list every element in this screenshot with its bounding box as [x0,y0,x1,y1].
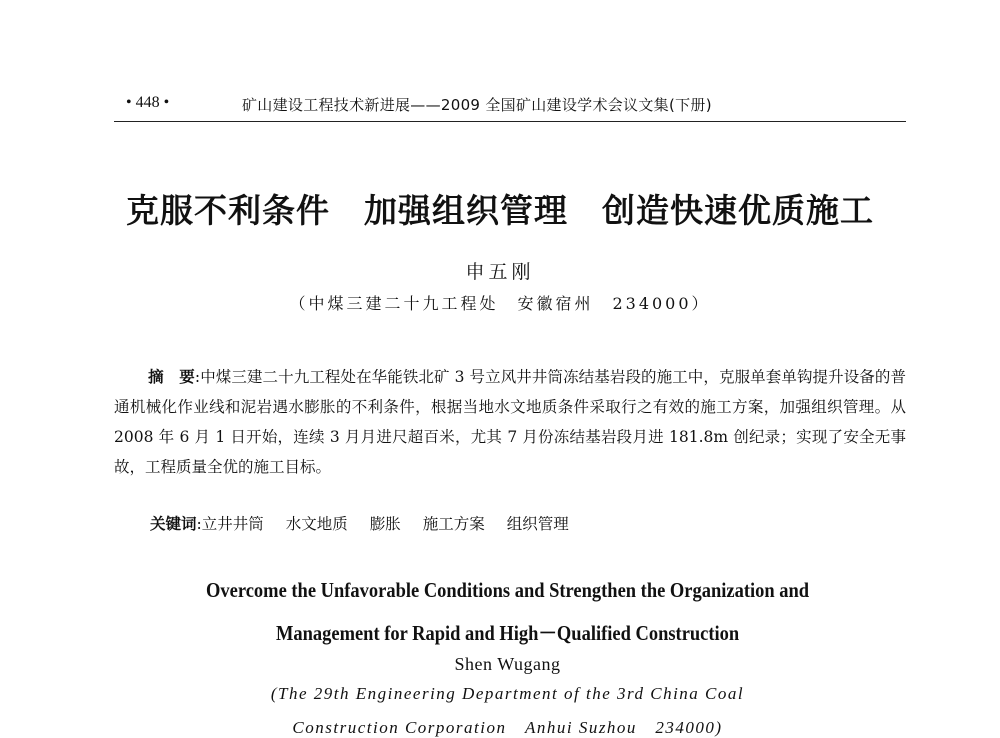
author-name: 申五刚 [465,261,535,283]
english-author: Shen Wugang [454,654,561,674]
english-title-line-1: Overcome the Unfavorable Conditions and Strengthen the Organization and [206,578,810,602]
header-rule [114,121,906,122]
english-affiliation-line-2: Construction Corporation Anhui Suzhou 234000) [292,718,723,737]
journal-title: 矿山建设工程技术新进展——2009 全国矿山建设学术会议文集(下册) [242,96,712,114]
keywords [150,512,591,534]
paper-title: 克服不利条件 加强组织管理 创造快速优质施工 [126,191,874,230]
keyword-item: 水文地质 [285,515,348,533]
keyword-item: 膨胀 [369,515,401,533]
author-affiliation: （中煤三建二十九工程处 安徽宿州 234000） [289,294,711,313]
english-title-line-2: Management for Rapid and High－Qualified Construction [275,621,740,645]
keywords-label: 关键词 [150,515,197,533]
english-affiliation-line-1: (The 29th Engineering Department of the 3rd China Coal [270,684,745,703]
keyword-item: 施工方案 [422,515,485,533]
abstract [114,362,906,482]
abstract-text: :中煤三建二十九工程处在华能铁北矿 3 号立风井井筒冻结基岩段的施工中，克服单套单钩提升设备的普通机械化作业线和泥岩遇水膨胀的不利条件，根据当地水文地质条件采取行之有效的施工方案，加强组织管理。从 2008 年 6 月 1 日开始，连续 3 月月进尺超百米，尤其 7 月份冻结基岩段月进 181.8m 创纪录；实现了安全无事故，工程质量全优的施工目标。 [114,368,906,476]
running-head [114,94,906,118]
keyword-item: :立井井筒 [196,515,264,533]
abstract-label: 摘 要 [148,368,195,386]
keyword-item: 组织管理 [506,515,569,533]
page-number: • 448 • [126,94,170,111]
